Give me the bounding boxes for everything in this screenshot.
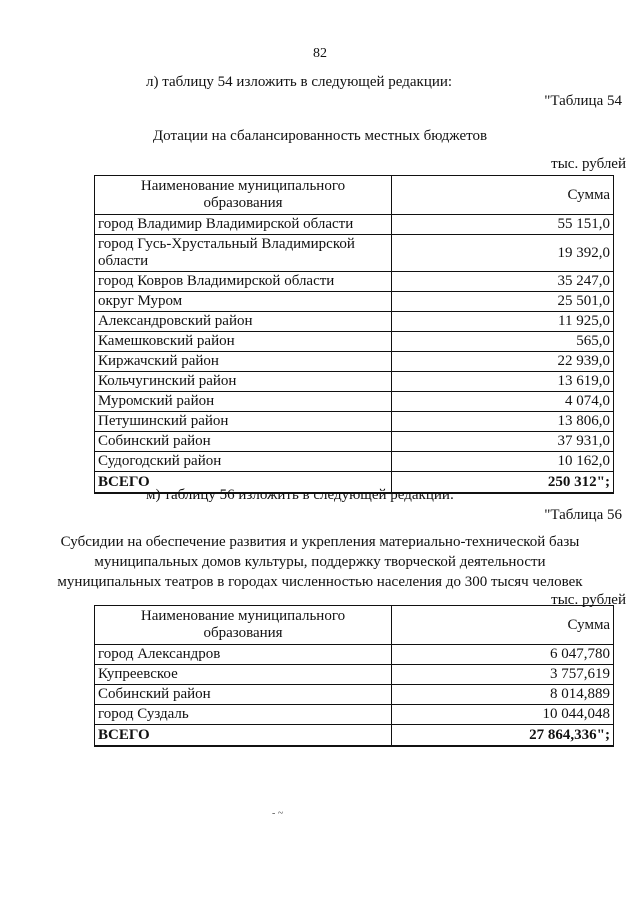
scan-mark: - ~: [272, 808, 284, 819]
row-amount: 13 806,0: [392, 412, 614, 432]
row-amount: 35 247,0: [392, 272, 614, 292]
table-54-label: "Таблица 54: [544, 93, 622, 109]
table-56-title-line-2: муниципальных домов культуры, поддержку творческой деятельности: [94, 554, 546, 570]
row-name: Петушинский район: [95, 412, 392, 432]
row-name: Собинский район: [95, 685, 392, 705]
page-number: 82: [313, 46, 327, 61]
table-56-label: "Таблица 56: [544, 507, 622, 523]
table-56: [94, 605, 614, 747]
table-56-total-row: [95, 725, 614, 747]
table-row: [95, 685, 614, 705]
row-name: город Гусь-Хрустальный Владимирской области: [95, 235, 392, 272]
row-name: округ Муром: [95, 292, 392, 312]
table-54-header-row: [95, 176, 614, 215]
row-amount: 10 044,048: [392, 705, 614, 725]
row-amount: 19 392,0: [392, 235, 614, 272]
row-name: Киржачский район: [95, 352, 392, 372]
row-name: Камешковский район: [95, 332, 392, 352]
row-amount: 4 074,0: [392, 392, 614, 412]
table-54: [94, 175, 614, 494]
table-row: [95, 372, 614, 392]
table-56-title-line-1: Субсидии на обеспечение развития и укрепления материально-технической базы: [60, 534, 580, 550]
row-name: город Владимир Владимирской области: [95, 215, 392, 235]
table-row: [95, 215, 614, 235]
table-56-header-row: [95, 606, 614, 645]
row-name: Кольчугинский район: [95, 372, 392, 392]
row-amount: 37 931,0: [392, 432, 614, 452]
table-row: [95, 352, 614, 372]
row-name: Муромский район: [95, 392, 392, 412]
row-name: Собинский район: [95, 432, 392, 452]
table-56-header-name: Наименование муниципального образования: [95, 606, 392, 645]
row-amount: 10 162,0: [392, 452, 614, 472]
table-54-header-amount: Сумма: [392, 176, 614, 215]
row-amount: 565,0: [392, 332, 614, 352]
table-row: [95, 412, 614, 432]
total-amount: 27 864,336";: [392, 725, 614, 747]
row-amount: 13 619,0: [392, 372, 614, 392]
table-row: [95, 272, 614, 292]
table-row: [95, 332, 614, 352]
row-name: Судогодский район: [95, 452, 392, 472]
table-row: [95, 292, 614, 312]
row-amount: 6 047,780: [392, 645, 614, 665]
table-row: [95, 665, 614, 685]
row-name: Купреевское: [95, 665, 392, 685]
table-54-unit: тыс. рублей: [551, 156, 626, 172]
table-54-title: Дотации на сбалансированность местных бюджетов: [152, 128, 488, 144]
table-row: [95, 235, 614, 272]
total-label: ВСЕГО: [95, 725, 392, 747]
row-amount: 3 757,619: [392, 665, 614, 685]
total-label: ВСЕГО: [95, 472, 392, 494]
row-amount: 22 939,0: [392, 352, 614, 372]
table-row: [95, 705, 614, 725]
table-56-unit: тыс. рублей: [551, 592, 626, 608]
row-amount: 8 014,889: [392, 685, 614, 705]
table-row: [95, 452, 614, 472]
row-name: город Ковров Владимирской области: [95, 272, 392, 292]
total-amount: 250 312";: [392, 472, 614, 494]
table-56-header-amount: Сумма: [392, 606, 614, 645]
table-row: [95, 645, 614, 665]
table-56-title-line-3: муниципальных театров в городах численностью населения до 300 тысяч человек: [57, 574, 583, 590]
section-m-intro: м) таблицу 56 изложить в следующей редакции:: [146, 487, 455, 503]
row-name: город Суздаль: [95, 705, 392, 725]
section-l-intro: л) таблицу 54 изложить в следующей редакции:: [146, 74, 453, 90]
table-54-header-name: Наименование муниципального образования: [95, 176, 392, 215]
row-amount: 11 925,0: [392, 312, 614, 332]
row-amount: 25 501,0: [392, 292, 614, 312]
table-row: [95, 432, 614, 452]
row-name: город Александров: [95, 645, 392, 665]
table-row: [95, 392, 614, 412]
row-amount: 55 151,0: [392, 215, 614, 235]
table-row: [95, 312, 614, 332]
row-name: Александровский район: [95, 312, 392, 332]
